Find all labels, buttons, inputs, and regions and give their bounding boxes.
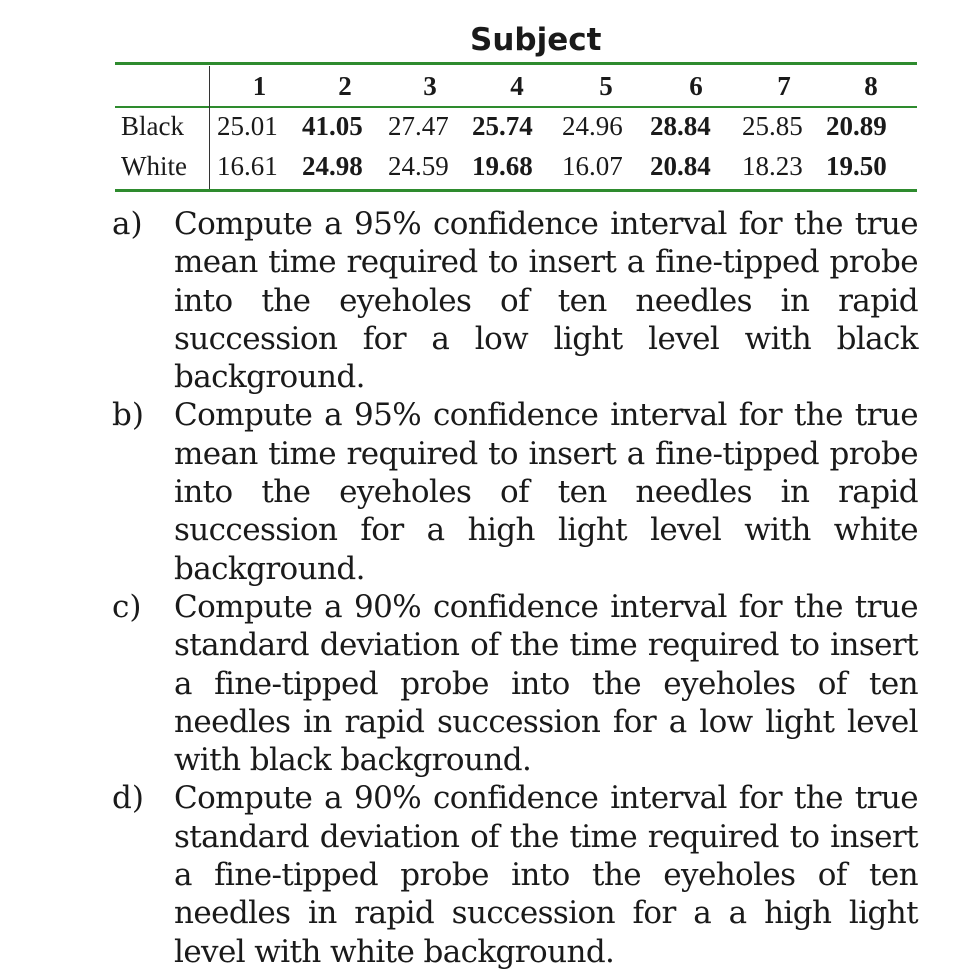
table-cell: 25.01 bbox=[217, 110, 278, 141]
table-cell: 19.50 bbox=[826, 150, 887, 181]
table-cell: 41.05 bbox=[302, 110, 363, 141]
subject-number: 8 bbox=[864, 70, 878, 101]
question-text: Compute a 90% confidence interval for the true standard deviation of the time required to insert a fine-tipped probe into the eyeholes of ten needles in rapid succession for a a high light level with white background. bbox=[174, 780, 918, 970]
table-header-row bbox=[115, 66, 916, 106]
question-text: Compute a 95% confidence interval for the true mean time required to insert a fine-tipped probe into the eyeholes of ten needles in rapid succession for a low light level with black background. bbox=[174, 206, 918, 396]
question-letter: d) bbox=[112, 780, 144, 817]
table-cell: 19.68 bbox=[472, 150, 533, 181]
list-item bbox=[112, 779, 918, 970]
table-cell: 24.96 bbox=[562, 110, 623, 141]
subject-number: 7 bbox=[777, 70, 791, 101]
table-cell: 18.23 bbox=[742, 150, 803, 181]
row-label: White bbox=[121, 150, 187, 181]
subject-number: 4 bbox=[510, 70, 524, 101]
table-cell: 24.59 bbox=[388, 150, 449, 181]
list-item bbox=[112, 588, 918, 779]
table-cell: 16.07 bbox=[562, 150, 623, 181]
table-top-rule bbox=[115, 62, 917, 65]
subject-number: 5 bbox=[599, 70, 613, 101]
subject-number: 2 bbox=[338, 70, 352, 101]
table-cell: 28.84 bbox=[650, 110, 711, 141]
row-label: Black bbox=[121, 110, 184, 141]
list-item bbox=[112, 205, 918, 396]
subject-number: 6 bbox=[689, 70, 703, 101]
table-cell: 16.61 bbox=[217, 150, 278, 181]
table-row bbox=[115, 106, 916, 146]
data-table bbox=[115, 66, 916, 186]
header-empty-cell bbox=[115, 66, 215, 106]
table-cell: 20.84 bbox=[650, 150, 711, 181]
table-cell: 27.47 bbox=[388, 110, 449, 141]
subject-number: 3 bbox=[423, 70, 437, 101]
question-text: Compute a 90% confidence interval for the true standard deviation of the time required to insert a fine-tipped probe into the eyeholes of ten needles in rapid succession for a low light level with black background. bbox=[174, 588, 918, 779]
question-letter: b) bbox=[112, 397, 144, 434]
question-letter: a) bbox=[112, 206, 143, 242]
table-cell: 20.89 bbox=[826, 110, 887, 141]
question-text: Compute a 95% confidence interval for the true mean time required to insert a fine-tipped probe into the eyeholes of ten needles in rapid succession for a high light level with white background. bbox=[174, 397, 918, 587]
table-cell: 24.98 bbox=[302, 150, 363, 181]
question-list bbox=[112, 205, 918, 971]
table-cell: 25.74 bbox=[472, 110, 533, 141]
subject-number: 1 bbox=[252, 70, 267, 101]
table-bottom-rule bbox=[115, 189, 917, 192]
table-cell: 25.85 bbox=[742, 110, 803, 141]
table-row bbox=[115, 146, 916, 186]
table-column-header: Subject bbox=[470, 22, 602, 58]
question-letter: c) bbox=[112, 588, 142, 625]
list-item bbox=[112, 396, 918, 587]
